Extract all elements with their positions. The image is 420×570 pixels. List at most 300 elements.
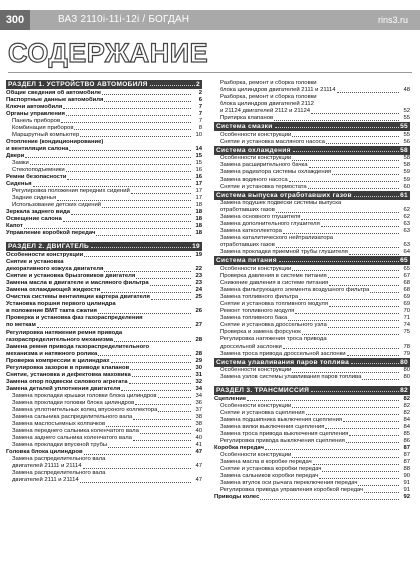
toc-entry-label: и 21124 двигателей 2112 и 21124: [220, 108, 311, 115]
toc-entry-label: Панель приборов: [12, 117, 61, 124]
dot-leader: [351, 358, 399, 364]
toc-entry-page: 52: [403, 108, 410, 115]
toc-entry[interactable]: [214, 473, 410, 480]
toc-entry[interactable]: [6, 337, 202, 344]
dot-leader: [102, 207, 191, 208]
toc-entry[interactable]: [6, 351, 202, 358]
toc-entry-label: по меткам: [6, 322, 36, 329]
toc-entry[interactable]: [214, 417, 410, 424]
toc-entry[interactable]: [214, 235, 410, 242]
toc-entry[interactable]: [6, 252, 202, 259]
dot-leader: [104, 271, 191, 272]
toc-entry-page: 24: [195, 287, 202, 294]
toc-entry-page: 17: [195, 181, 202, 188]
toc-entry-label: Замена дополнительного глушителя: [220, 221, 320, 228]
toc-entry-page: 59: [403, 176, 410, 183]
toc-entry-page: 15: [195, 152, 202, 159]
toc-entry-page: 65: [403, 265, 410, 272]
toc-entry[interactable]: [214, 177, 410, 184]
dot-leader: [276, 247, 399, 248]
toc-entry-label: Проверка и замена форсунок: [220, 329, 301, 336]
toc-entry-label: Капот: [6, 223, 23, 230]
dot-leader: [346, 442, 399, 443]
toc-entry[interactable]: [214, 242, 410, 249]
toc-entry-page: 62: [403, 207, 410, 214]
toc-entry-label: Регулировка привода выключения сцепления: [220, 437, 345, 444]
toc-entry-label: Система питания: [216, 257, 277, 265]
dot-leader: [370, 292, 399, 293]
toc-entry-page: 55: [403, 115, 410, 122]
toc-entry[interactable]: [214, 438, 410, 445]
toc-entry-label: Особенности конструкции: [220, 265, 292, 272]
toc-entry-page: 18: [195, 209, 202, 216]
toc-entry-label: Двери: [6, 152, 25, 159]
toc-entry-label: Снятие и установка масляного насоса: [220, 138, 325, 145]
toc-entry-page: 82: [403, 409, 410, 416]
toc-entry-label: Замена катколлектора: [220, 228, 282, 235]
toc-section-header[interactable]: [214, 358, 410, 367]
toc-entry-label: Замена радиатора системы охлаждения: [220, 169, 332, 176]
toc-entry[interactable]: [6, 400, 202, 407]
toc-entry[interactable]: [6, 358, 202, 365]
toc-entry[interactable]: [6, 167, 202, 174]
toc-entry[interactable]: [6, 139, 202, 146]
toc-entry-label: Ремонт топливного модуля: [220, 308, 295, 315]
toc-entry-label: Замена прокладки впускной трубы: [12, 442, 108, 449]
toc-entry-page: 87: [403, 452, 410, 459]
toc-entry[interactable]: [6, 132, 202, 139]
toc-entry-page: 65: [400, 257, 408, 265]
toc-entry-label: Снятие и установка коробки передач: [220, 466, 322, 473]
toc-entry[interactable]: [6, 407, 202, 414]
toc-entry-label: РАЗДЕЛ 2. ДВИГАТЕЛЬ: [8, 243, 90, 251]
toc-entry-label: Зеркала заднего вида: [6, 209, 71, 216]
dot-leader: [319, 478, 399, 479]
toc-entry-page: 68: [403, 287, 410, 294]
dot-leader: [311, 386, 399, 392]
dot-leader: [83, 468, 191, 469]
toc-entry-label: Снятие и установка термостата: [220, 183, 307, 190]
toc-entry-label: Замена подушек подвески системы выпуска: [220, 200, 342, 207]
toc-entry[interactable]: [214, 445, 410, 452]
dot-leader: [292, 372, 399, 373]
toc-entry[interactable]: [6, 118, 202, 125]
dot-leader: [292, 160, 399, 161]
toc-entry[interactable]: [6, 435, 202, 442]
toc-entry[interactable]: [214, 351, 410, 358]
toc-entry[interactable]: [214, 494, 410, 501]
toc-entry-page: 47: [195, 477, 202, 484]
dot-leader: [104, 101, 191, 102]
toc-entry[interactable]: [6, 160, 202, 167]
toc-entry[interactable]: [6, 463, 202, 470]
toc-entry[interactable]: [214, 184, 410, 191]
toc-entry-page: 84: [403, 423, 410, 430]
toc-entry[interactable]: [6, 216, 202, 223]
toc-entry-page: 87: [403, 459, 410, 466]
toc-entry[interactable]: [214, 301, 410, 308]
toc-entry-page: 2: [196, 81, 200, 88]
dot-leader: [349, 435, 399, 436]
toc-entry-label: Замена водяного насоса: [220, 176, 288, 183]
toc-entry[interactable]: [6, 223, 202, 230]
dot-leader: [311, 113, 399, 114]
toc-entry-page: 59: [403, 169, 410, 176]
toc-entry-page: 80: [403, 367, 410, 374]
toc-entry[interactable]: [6, 386, 202, 393]
toc-entry[interactable]: [6, 188, 202, 195]
toc-entry-page: 16: [195, 167, 202, 174]
dot-leader: [74, 129, 191, 130]
toc-entry-page: 32: [195, 378, 202, 385]
toc-entry[interactable]: [214, 431, 410, 438]
toc-entry-label: Замена заднего сальника коленчатого вала: [12, 435, 132, 442]
toc-entry-page: 7: [198, 110, 202, 117]
dot-leader: [358, 485, 399, 486]
toc-entry-label: РАЗДЕЛ 1. УСТРОЙСТВО АВТОМОБИЛЯ: [8, 81, 148, 88]
dot-leader: [80, 482, 191, 483]
toc-entry-label: Особенности конструкции: [220, 452, 292, 459]
dot-leader: [61, 122, 191, 123]
toc-entry-label: Ключи автомобиля: [6, 103, 63, 110]
toc-entry-page: 82: [400, 387, 408, 395]
toc-entry[interactable]: [6, 470, 202, 477]
toc-entry[interactable]: [6, 209, 202, 216]
dot-leader: [30, 164, 191, 165]
toc-entry[interactable]: [214, 132, 410, 139]
toc-entry-label: Очистка системы вентиляции картера двигателя: [6, 294, 150, 301]
toc-entry[interactable]: [6, 280, 202, 287]
dot-leader: [98, 313, 191, 314]
toc-entry[interactable]: [214, 249, 410, 256]
toc-entry[interactable]: [214, 214, 410, 221]
toc-entry-label: Замена основного глушителя: [220, 214, 301, 221]
toc-entry-page: 78: [403, 343, 410, 350]
toc-entry-page: 30: [195, 364, 202, 371]
dot-leader: [279, 256, 399, 262]
toc-entry[interactable]: [6, 393, 202, 400]
toc-entry-page: 86: [403, 437, 410, 444]
toc-entry[interactable]: [6, 428, 202, 435]
toc-entry[interactable]: [6, 301, 202, 308]
toc-section-header[interactable]: [214, 386, 410, 395]
dot-leader: [293, 146, 399, 152]
dot-leader: [329, 285, 399, 286]
toc-entry-page: 58: [400, 146, 408, 154]
toc-right-column: [214, 80, 410, 501]
dot-leader: [265, 449, 399, 450]
toc-entry[interactable]: [214, 101, 410, 108]
dot-leader: [337, 92, 399, 93]
toc-entry[interactable]: [214, 108, 410, 115]
toc-entry-label: Установка поршня первого цилиндра: [6, 301, 116, 308]
toc-entry-page: 8: [198, 124, 202, 131]
dot-leader: [57, 200, 191, 201]
toc-entry[interactable]: [6, 104, 202, 111]
toc-entry-label: Снятие и установка: [6, 259, 64, 266]
toc-entry[interactable]: [6, 181, 202, 188]
toc-entry-page: 63: [403, 221, 410, 228]
toc-entry[interactable]: [214, 200, 410, 207]
toc-entry[interactable]: [214, 266, 410, 273]
dot-leader: [108, 447, 191, 448]
toc-entry-label: Система смазки: [216, 123, 273, 131]
toc-entry[interactable]: [214, 273, 410, 280]
toc-entry-page: 37: [195, 407, 202, 414]
toc-entry-label: Особенности конструкции: [220, 131, 292, 138]
toc-entry-label: Замена сальников коробки передач: [220, 473, 319, 480]
toc-entry-page: 36: [195, 399, 202, 406]
toc-entry[interactable]: [214, 162, 410, 169]
toc-entry[interactable]: [214, 228, 410, 235]
toc-section-header[interactable]: [214, 191, 410, 200]
toc-entry[interactable]: [6, 97, 202, 104]
toc-entry[interactable]: [6, 266, 202, 273]
toc-entry-page: 23: [195, 280, 202, 287]
dot-leader: [329, 306, 399, 307]
toc-entry-page: 56: [403, 138, 410, 145]
toc-entry-page: 17: [195, 188, 202, 195]
dot-leader: [121, 390, 191, 391]
toc-entry[interactable]: [6, 259, 202, 266]
toc-entry-label: Замена вилки выключения сцепления: [220, 423, 325, 430]
toc-entry-label: блока цилиндров двигателей 2111 и 21114: [220, 87, 336, 94]
dot-leader: [308, 188, 399, 189]
toc-entry[interactable]: [6, 230, 202, 237]
toc-entry-label: блока цилиндров двигателей 2112: [220, 101, 314, 108]
toc-entry[interactable]: [214, 94, 410, 101]
toc-entry[interactable]: [6, 330, 202, 337]
toc-entry-page: 38: [195, 421, 202, 428]
dot-leader: [136, 278, 191, 279]
toc-entry[interactable]: [6, 174, 202, 181]
toc-entry-page: 34: [195, 392, 202, 399]
toc-entry[interactable]: [6, 294, 202, 301]
toc-entry-label: Проверка и установка фаз газораспределения: [6, 315, 143, 322]
dot-leader: [67, 179, 191, 180]
dot-leader: [321, 226, 399, 227]
toc-entry[interactable]: [6, 421, 202, 428]
toc-entry-label: Регулировка положения передних сидений: [12, 188, 130, 195]
dot-leader: [158, 411, 191, 412]
toc-entry-label: в положение ВМТ такта сжатия: [6, 308, 97, 315]
toc-entry[interactable]: [6, 146, 202, 153]
toc-entry[interactable]: [214, 207, 410, 214]
toc-entry-page: 55: [403, 131, 410, 138]
toc-entry-label: Замена распределительного вала: [12, 470, 106, 477]
toc-entry[interactable]: [214, 403, 410, 410]
dot-leader: [309, 167, 399, 168]
toc-entry[interactable]: [6, 365, 202, 372]
toc-entry[interactable]: [214, 410, 410, 417]
toc-entry-label: отработавших газов: [220, 242, 275, 249]
toc-entry[interactable]: [6, 449, 202, 456]
toc-entry[interactable]: [214, 87, 410, 94]
page-number: 300: [0, 10, 30, 30]
toc-entry[interactable]: [6, 111, 202, 118]
toc-entry-page: 34: [195, 385, 202, 392]
toc-entry-label: Проверка компрессии в цилиндрах: [6, 357, 110, 364]
toc-entry[interactable]: [214, 287, 410, 294]
toc-entry-page: 10: [195, 131, 202, 138]
toc-entry-label: Снижение давления в системе питания: [220, 280, 329, 287]
toc-entry[interactable]: [214, 329, 410, 336]
toc-entry-page: 61: [400, 191, 408, 199]
toc-entry-label: Замена подшипника выключения сцепления: [220, 416, 343, 423]
dot-leader: [283, 348, 399, 349]
dot-leader: [131, 193, 191, 194]
dot-leader: [362, 379, 399, 380]
toc-entry[interactable]: [214, 294, 410, 301]
toc-entry[interactable]: [214, 169, 410, 176]
toc-entry-page: 63: [403, 228, 410, 235]
toc-entry-label: Сцепление: [214, 395, 247, 402]
toc-entry[interactable]: [214, 155, 410, 162]
toc-entry-label: Замена деталей уплотнения двигателя: [6, 385, 121, 392]
toc-section-header[interactable]: [6, 242, 202, 251]
toc-entry-page: 91: [403, 480, 410, 487]
toc-entry-page: 91: [403, 487, 410, 494]
toc-entry-page: 70: [403, 308, 410, 315]
toc-entry-label: Замена распределительного вала: [12, 456, 106, 463]
toc-entry-label: Замена ремня привода газораспределительного: [6, 343, 150, 350]
dot-leader: [158, 397, 191, 398]
dot-leader: [306, 414, 399, 415]
dot-leader: [69, 150, 191, 151]
title-divider: [8, 72, 412, 73]
toc-entry[interactable]: [6, 344, 202, 351]
toc-entry[interactable]: [214, 459, 410, 466]
toc-entry-label: Замена топливного бака: [220, 315, 288, 322]
toc-entry[interactable]: [214, 452, 410, 459]
toc-entry-label: Замена прокладки головки блока цилиндров: [12, 399, 135, 406]
toc-entry-label: Замки: [12, 159, 29, 166]
toc-entry[interactable]: [6, 90, 202, 97]
dot-leader: [25, 157, 191, 158]
toc-entry-page: 63: [403, 242, 410, 249]
dot-leader: [63, 221, 191, 222]
toc-entry[interactable]: [6, 372, 202, 379]
toc-entry-label: Замена втулок оси рычага переключения передач: [220, 480, 358, 487]
toc-entry-page: 19: [195, 251, 202, 258]
toc-entry-label: Снятие и установка брызговиков двигателя: [6, 273, 136, 280]
toc-entry-label: Замена маслосъемных колпачков: [12, 421, 106, 428]
toc-entry[interactable]: [214, 344, 410, 351]
dot-leader: [150, 285, 191, 286]
dot-leader: [292, 136, 399, 137]
toc-entry[interactable]: [214, 221, 410, 228]
toc-entry[interactable]: [6, 153, 202, 160]
dot-leader: [247, 400, 399, 401]
toc-entry[interactable]: [214, 396, 410, 403]
toc-entry[interactable]: [6, 195, 202, 202]
toc-entry-label: Коробка передач: [214, 445, 264, 452]
toc-entry-label: Управление коробкой передач: [6, 230, 96, 237]
toc-entry-page: 80: [400, 358, 408, 366]
toc-section-header[interactable]: [214, 146, 410, 155]
toc-entry-page: 18: [195, 230, 202, 237]
dot-leader: [91, 242, 191, 248]
dot-leader: [274, 120, 399, 121]
toc-section-header[interactable]: [214, 122, 410, 131]
toc-entry-page: 82: [403, 402, 410, 409]
dot-leader: [295, 313, 399, 314]
toc-entry-page: 28: [195, 350, 202, 357]
toc-entry-label: Замена прокладки крышки головки блока цилиндров: [12, 392, 157, 399]
toc-entry[interactable]: [214, 487, 410, 494]
dot-leader: [111, 362, 191, 363]
toc-entry[interactable]: [214, 466, 410, 473]
toc-entry[interactable]: [214, 424, 410, 431]
toc-entry-page: 18: [195, 202, 202, 209]
toc-entry[interactable]: [6, 477, 202, 484]
toc-entry[interactable]: [6, 125, 202, 132]
toc-entry[interactable]: [214, 139, 410, 146]
toc-entry[interactable]: [214, 80, 410, 87]
toc-entry-label: Замена топливного фильтра: [220, 294, 299, 301]
toc-entry[interactable]: [214, 315, 410, 322]
toc-entry[interactable]: [214, 336, 410, 343]
toc-entry[interactable]: [6, 315, 202, 322]
toc-entry[interactable]: [214, 480, 410, 487]
toc-entry-label: Особенности конструкции: [220, 367, 292, 374]
dot-leader: [24, 228, 191, 229]
toc-entry-page: 85: [403, 430, 410, 437]
toc-entry[interactable]: [214, 308, 410, 315]
toc-section-header[interactable]: [6, 80, 202, 89]
dot-leader: [106, 426, 191, 427]
toc-entry-page: 22: [195, 266, 202, 273]
toc-entry[interactable]: [6, 379, 202, 386]
toc-entry[interactable]: [6, 456, 202, 463]
dot-leader: [302, 334, 399, 335]
toc-entry-page: 26: [195, 308, 202, 315]
dot-leader: [133, 419, 191, 420]
toc-entry-label: Разборка, ремонт и сборка головки: [220, 80, 317, 86]
toc-entry[interactable]: [214, 115, 410, 122]
site-label: rins3.ru: [377, 15, 408, 25]
toc-entry-page: 15: [195, 159, 202, 166]
dot-leader: [364, 492, 399, 493]
toc-entry-page: 90: [403, 473, 410, 480]
dot-leader: [275, 122, 399, 128]
toc-entry-label: Система выпуска отработавших газов: [216, 191, 352, 199]
dot-leader: [343, 421, 399, 422]
dot-leader: [66, 171, 191, 172]
dot-leader: [96, 235, 191, 236]
dot-leader: [130, 369, 191, 370]
toc-entry[interactable]: [6, 322, 202, 329]
toc-entry[interactable]: [214, 374, 410, 381]
toc-entry[interactable]: [214, 322, 410, 329]
toc-entry[interactable]: [6, 202, 202, 209]
toc-entry-label: Снятие и установка сцепления: [220, 409, 305, 416]
dot-leader: [84, 454, 191, 455]
dot-leader: [140, 433, 191, 434]
toc-entry-label: Отопление (кондиционирование): [6, 138, 104, 145]
toc-entry-label: Особенности конструкции: [6, 251, 84, 258]
toc-section-header[interactable]: [214, 256, 410, 265]
toc-entry[interactable]: [6, 273, 202, 280]
toc-entry[interactable]: [6, 287, 202, 294]
toc-entry[interactable]: [6, 414, 202, 421]
toc-entry-page: 58: [403, 162, 410, 169]
toc-entry[interactable]: [214, 280, 410, 287]
toc-entry[interactable]: [6, 308, 202, 315]
toc-entry-label: Общие сведения об автомобиле: [6, 89, 102, 96]
toc-entry[interactable]: [214, 367, 410, 374]
toc-entry[interactable]: [6, 442, 202, 449]
